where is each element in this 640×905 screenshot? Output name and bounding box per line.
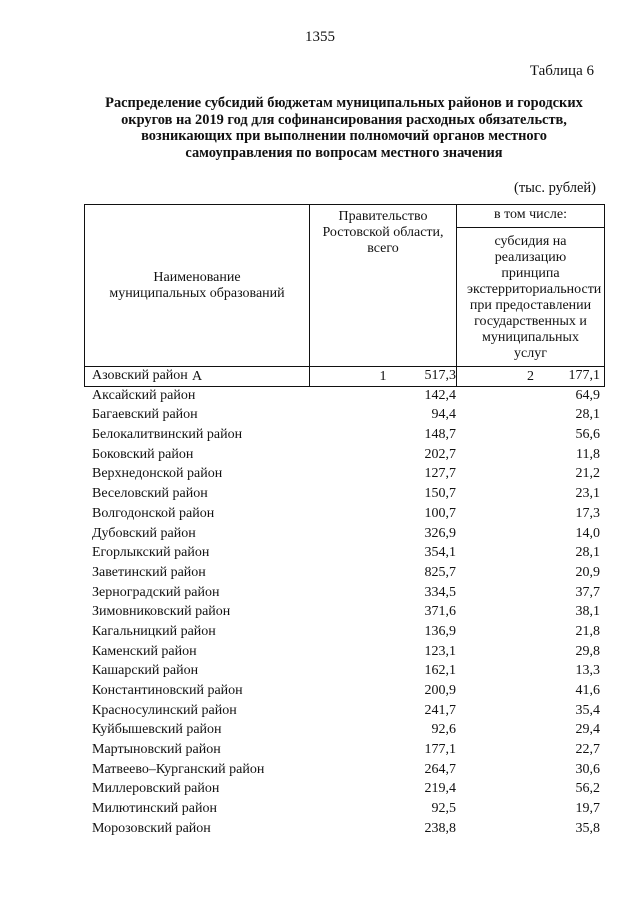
table-row	[84, 504, 603, 524]
column-letter-2: 2	[457, 367, 605, 387]
total-value: 200,9	[424, 683, 456, 698]
total-value: 371,6	[424, 604, 456, 620]
title-line: самоуправления по вопросам местного значения	[185, 144, 503, 161]
header-including: в том числе:	[457, 205, 605, 228]
total-value: 241,7	[424, 702, 456, 718]
subsidy-value: 30,6	[575, 761, 600, 777]
municipality-name: Красносулинский район	[92, 702, 237, 718]
total-value: 150,7	[424, 486, 456, 502]
subsidy-value: 37,7	[575, 584, 600, 600]
municipality-name: Куйбышевский район	[92, 722, 222, 738]
header-total-text: Правительство Ростовской области, всего	[322, 209, 444, 256]
total-value: 264,7	[424, 761, 456, 777]
subsidy-value: 19,7	[575, 801, 600, 817]
municipality-name: Зерноградский район	[92, 584, 220, 600]
municipality-name: Волгодонской район	[92, 505, 215, 521]
municipality-name: Матвеево–Курганский район	[92, 761, 265, 777]
total-value: 92,6	[431, 722, 456, 738]
subsidy-value: 35,8	[575, 820, 600, 836]
table-row	[84, 484, 603, 504]
municipality-name: Мартыновский район	[92, 742, 221, 758]
total-value: 123,1	[424, 643, 456, 659]
total-value: 162,1	[424, 663, 456, 679]
total-value: 326,9	[424, 525, 456, 541]
document-title	[84, 95, 604, 161]
subsidy-value: 20,9	[575, 564, 600, 580]
subsidy-value: 21,2	[575, 466, 600, 482]
subsidy-value: 17,3	[575, 505, 600, 521]
title-line: Распределение субсидий бюджетам муниципальных районов и городских	[105, 95, 583, 111]
subsidy-value: 35,4	[575, 702, 600, 718]
subsidy-value: 14,0	[575, 525, 600, 541]
total-value: 238,8	[424, 820, 456, 836]
total-value: 94,4	[431, 407, 456, 423]
municipality-name: Каменский район	[92, 643, 197, 659]
municipality-name: Морозовский район	[92, 820, 211, 836]
column-letter-1: 1	[310, 367, 457, 387]
table-row	[84, 740, 603, 760]
total-value: 219,4	[424, 781, 456, 797]
subsidy-value: 21,8	[575, 623, 600, 639]
subsidy-value: 38,1	[575, 604, 600, 620]
municipality-name: Дубовский район	[92, 525, 196, 541]
total-value: 127,7	[424, 466, 456, 482]
total-value: 136,9	[424, 623, 456, 639]
total-value: 100,7	[424, 505, 456, 521]
table-row	[84, 543, 603, 563]
municipality-name: Кагальницкий район	[92, 623, 216, 639]
subsidy-value: 22,7	[575, 742, 600, 758]
table-row	[84, 445, 603, 465]
table-row	[84, 386, 603, 406]
table-row	[84, 464, 603, 484]
total-value: 92,5	[431, 801, 456, 817]
header-municipality-text: Наименование муниципальных образований	[109, 269, 285, 301]
table-row	[84, 661, 603, 681]
municipality-name: Заветинский район	[92, 564, 206, 580]
municipality-name: Белокалитвинский район	[92, 427, 243, 443]
municipality-name: Багаевский район	[92, 407, 198, 423]
table-body	[84, 366, 603, 839]
page-number: 1355	[305, 29, 335, 45]
municipality-name: Азовский район	[92, 368, 188, 383]
total-value: 177,1	[424, 742, 456, 758]
table-row	[84, 583, 603, 603]
total-value: 517,3	[424, 368, 456, 383]
subsidy-value: 13,3	[575, 663, 600, 679]
total-value: 202,7	[424, 446, 456, 462]
table-row	[84, 642, 603, 662]
table-row	[84, 563, 603, 583]
title-line: округов на 2019 год для софинансирования расходных обязательств,	[121, 111, 567, 128]
title-line: возникающих при выполнении полномочий органов местного	[141, 128, 547, 144]
header-subsidy	[457, 228, 605, 367]
total-value: 142,4	[424, 387, 456, 403]
header-subsidy-text: субсидия на реализацию принципа экстерриториальности при предоставлении государственных и муниципальных услуг	[467, 234, 602, 361]
municipality-name: Егорлыкский район	[92, 545, 210, 561]
table-row	[84, 701, 603, 721]
table-row	[84, 819, 603, 839]
table-row	[84, 405, 603, 425]
table-row	[84, 779, 603, 799]
column-letter-a: А	[85, 367, 310, 387]
municipality-name: Верхнедонской район	[92, 466, 223, 482]
table-row	[84, 760, 603, 780]
table-row	[84, 602, 603, 622]
municipality-name: Константиновский район	[92, 683, 243, 698]
subsidy-value: 29,4	[575, 722, 600, 738]
municipality-name: Боковский район	[92, 446, 194, 462]
total-value: 354,1	[424, 545, 456, 561]
subsidy-value: 56,2	[575, 781, 600, 797]
total-value: 334,5	[424, 584, 456, 600]
municipality-name: Веселовский район	[92, 486, 208, 502]
subsidy-value: 11,8	[576, 446, 600, 462]
table-row	[84, 681, 603, 701]
municipality-name: Зимовниковский район	[92, 604, 231, 620]
municipality-name: Миллеровский район	[92, 781, 220, 797]
municipality-name: Кашарский район	[92, 663, 199, 679]
header-municipality	[85, 205, 310, 367]
municipality-name: Милютинский район	[92, 801, 218, 817]
subsidy-value: 41,6	[575, 683, 600, 698]
municipality-name: Аксайский район	[92, 387, 196, 403]
subsidy-value: 29,8	[575, 643, 600, 659]
subsidy-value: 56,6	[575, 427, 600, 443]
table-row	[84, 720, 603, 740]
table-row	[84, 799, 603, 819]
table-label: Таблица 6	[529, 63, 594, 79]
table-row	[84, 366, 603, 386]
subsidy-value: 28,1	[575, 545, 600, 561]
subsidy-value: 177,1	[568, 368, 600, 383]
table-row	[84, 524, 603, 544]
subsidy-value: 23,1	[575, 486, 600, 502]
header-total	[310, 205, 457, 367]
table-row	[84, 425, 603, 445]
total-value: 148,7	[424, 427, 456, 443]
table-header	[84, 204, 605, 387]
units-note: (тыс. рублей)	[514, 180, 596, 196]
subsidy-value: 28,1	[575, 407, 600, 423]
total-value: 825,7	[424, 564, 456, 580]
table-row	[84, 622, 603, 642]
subsidy-value: 64,9	[575, 387, 600, 403]
